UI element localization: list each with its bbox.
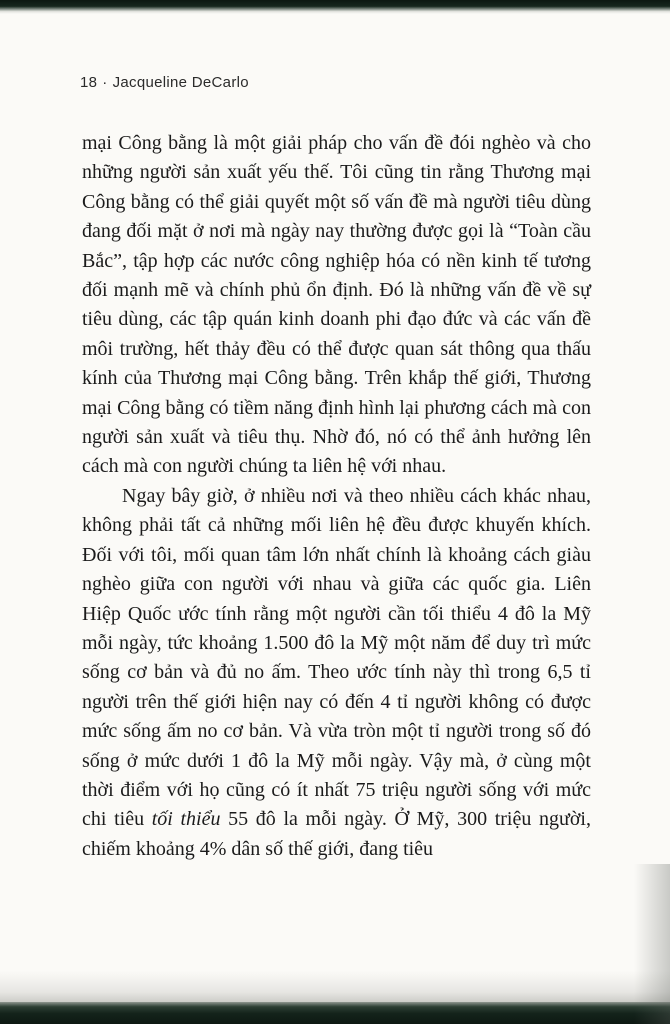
text-segment: mại Công bằng là một giải pháp cho vấn đề đói nghèo và cho những người sản xuất yếu thế. Tôi cũng tin rằng Thương mại Công bằng có thể giải quyết một số vấn đề mà người tiêu dùng đang đối mặt ở nơi mà ngày nay thường được gọi là “Toàn cầu Bắc”, tập hợp các nước công nghiệp hóa có nền kinh tế tương đối mạnh mẽ và chính phủ ổn định. Đó là những vấn đề về sự tiêu dùng, các tập quán kinh doanh phi đạo đức và các vấn đề môi trường, hết thảy đều có thể được quan sát thông qua thấu kính của Thương mại Công bằng. Trên khắp thế giới, Thương mại Công bằng có tiềm năng định hình lại phương cách mà con người sản xuất và tiêu thụ. Nhờ đó, nó có thể ảnh hưởng lên cách mà con người chúng ta liên hệ với nhau.: [82, 132, 591, 478]
emphasized-text: tối thiểu: [151, 808, 221, 831]
scan-edge-bottom: [0, 1002, 670, 1024]
header-separator: ·: [102, 74, 108, 91]
page-corner-shadow: [634, 864, 670, 1024]
author-name: Jacqueline DeCarlo: [112, 74, 249, 91]
text-segment: 55 đô la mỗi ngày. Ở Mỹ, 300 triệu người, chiếm khoảng 4% dân số thế giới, đang tiêu: [82, 808, 591, 860]
scan-edge-top: [0, 0, 670, 14]
text-segment: Ngay bây giờ, ở nhiều nơi và theo nhiều cách khác nhau, không phải tất cả những mối liên hệ đều được khuyến khích. Đối với tôi, mối quan tâm lớn nhất chính là khoảng cách giàu nghèo giữa con người với nhau và giữa các quốc gia. Liên Hiệp Quốc ước tính rằng một người cần tối thiểu 4 đô la Mỹ mỗi ngày, tức khoảng 1.500 đô la Mỹ một năm để duy trì mức sống cơ bản và đủ no ấm. Theo ước tính này thì trong 6,5 tỉ người trên thế giới hiện nay có đến 4 tỉ người không có được mức sống ấm no cơ bản. Và vừa tròn một tỉ người trong số đó sống ở mức dưới 1 đô la Mỹ mỗi ngày. Vậy mà, ở cùng một thời điểm với họ cũng có ít nhất 75 triệu người sống với mức chi tiêu: [82, 484, 591, 831]
body-text: [82, 129, 591, 864]
page-number: 18: [80, 74, 98, 91]
paragraphs: [82, 129, 591, 864]
paragraph: [82, 482, 591, 864]
running-header: [80, 74, 249, 91]
paragraph: [82, 129, 591, 482]
